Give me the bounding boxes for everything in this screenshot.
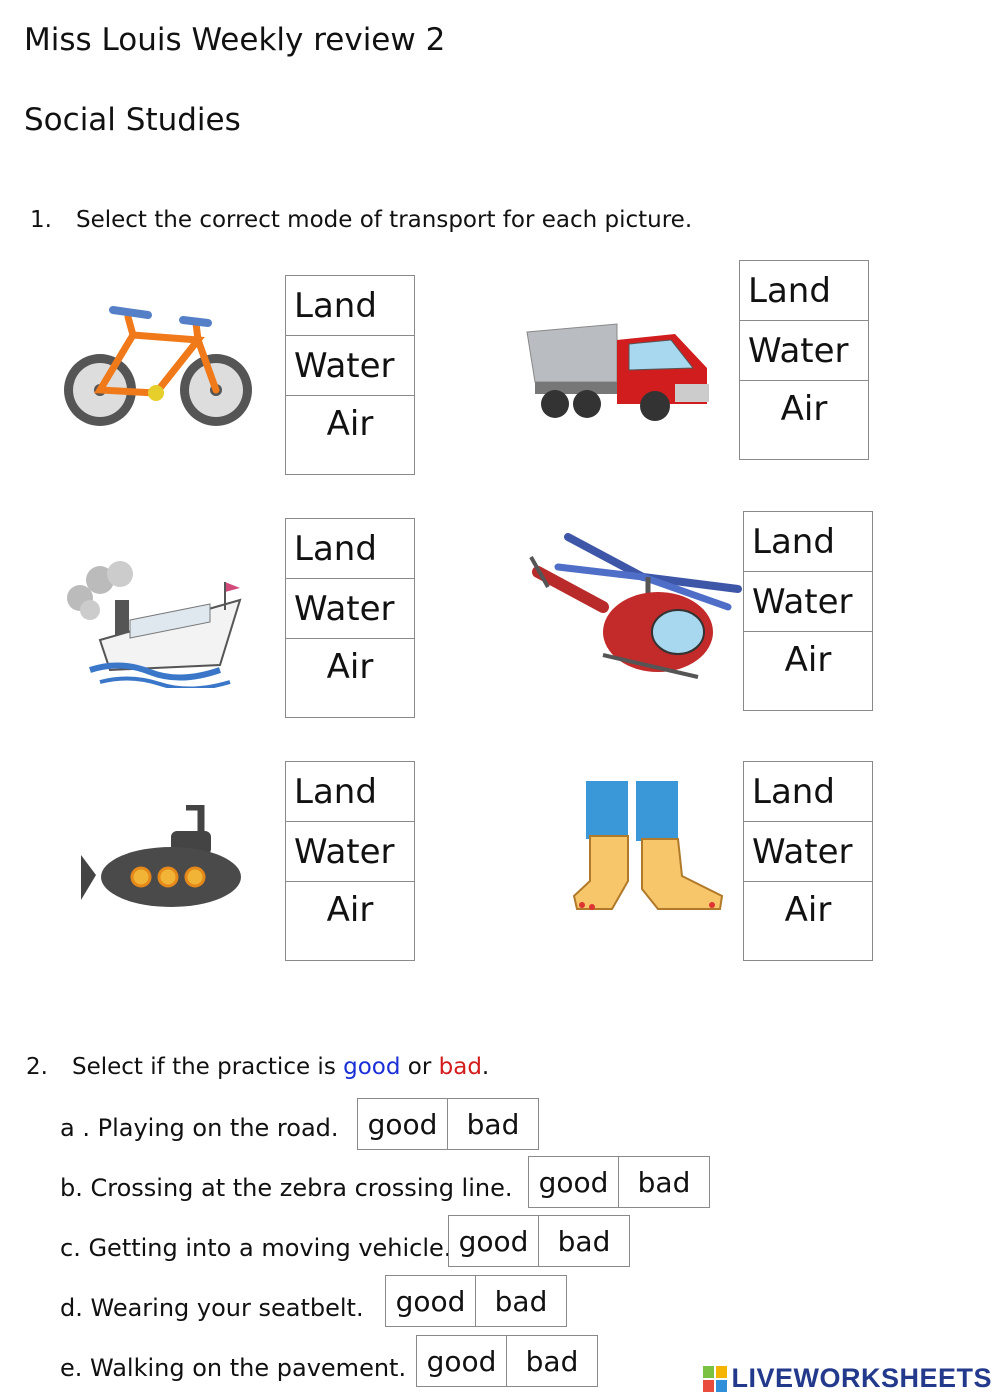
option-air[interactable]: Air — [784, 640, 832, 680]
option-land[interactable]: Land — [744, 762, 872, 822]
option-land[interactable]: Land — [744, 512, 872, 572]
or-word: or — [407, 1054, 432, 1080]
option-water[interactable]: Water — [744, 572, 872, 632]
option-air[interactable]: Air — [326, 647, 374, 687]
bicycle-picture — [58, 295, 258, 440]
question-1-number: 1. — [30, 207, 52, 233]
bad-option[interactable]: bad — [637, 1165, 691, 1199]
good-option[interactable]: good — [449, 1216, 539, 1266]
option-water[interactable]: Water — [286, 336, 414, 396]
option-land[interactable]: Land — [286, 276, 414, 336]
submarine-picture — [76, 805, 244, 909]
option-air[interactable]: Air — [784, 890, 832, 930]
answer-b — [528, 1156, 710, 1208]
bad-word: bad — [438, 1054, 482, 1080]
option-water[interactable]: Water — [286, 822, 414, 882]
option-water[interactable]: Water — [740, 321, 868, 381]
good-option[interactable]: good — [386, 1276, 476, 1326]
logo-blocks-icon — [703, 1366, 727, 1392]
choices-submarine — [285, 761, 415, 961]
option-land[interactable]: Land — [286, 519, 414, 579]
option-air[interactable]: Air — [780, 389, 828, 429]
question-2-period: . — [481, 1054, 490, 1080]
feet-picture — [572, 781, 727, 914]
good-word: good — [343, 1054, 401, 1080]
choices-ship — [285, 518, 415, 718]
answer-c — [448, 1215, 630, 1267]
question-1-prompt — [30, 207, 692, 233]
liveworksheets-logo — [703, 1363, 992, 1394]
bad-option[interactable]: bad — [466, 1107, 520, 1141]
choices-helicopter — [743, 511, 873, 711]
good-option[interactable]: good — [358, 1099, 448, 1149]
choices-feet — [743, 761, 873, 961]
good-option[interactable]: good — [529, 1157, 619, 1207]
statement-a: a . Playing on the road. — [60, 1114, 339, 1142]
answer-e — [416, 1335, 598, 1387]
question-1-text: Select the correct mode of transport for each picture. — [76, 207, 693, 233]
question-2-text: Select if the practice is — [72, 1054, 336, 1080]
option-water[interactable]: Water — [286, 579, 414, 639]
statement-e: e. Walking on the pavement. — [60, 1354, 407, 1382]
answer-d — [385, 1275, 567, 1327]
option-water[interactable]: Water — [744, 822, 872, 882]
choices-truck — [739, 260, 869, 460]
good-option[interactable]: good — [417, 1336, 507, 1386]
subject-heading: Social Studies — [24, 102, 241, 138]
statement-d: d. Wearing your seatbelt. — [60, 1294, 364, 1322]
answer-a — [357, 1098, 539, 1150]
bad-option[interactable]: bad — [557, 1224, 611, 1258]
bad-option[interactable]: bad — [525, 1344, 579, 1378]
question-2-prompt — [26, 1054, 489, 1080]
truck-picture — [525, 312, 715, 430]
choices-bicycle — [285, 275, 415, 475]
option-land[interactable]: Land — [286, 762, 414, 822]
helicopter-picture — [528, 527, 743, 687]
logo-text: LIVEWORKSHEETS — [731, 1363, 992, 1393]
option-land[interactable]: Land — [740, 261, 868, 321]
bad-option[interactable]: bad — [494, 1284, 548, 1318]
option-air[interactable]: Air — [326, 890, 374, 930]
worksheet-title: Miss Louis Weekly review 2 — [24, 22, 446, 58]
question-2-number: 2. — [26, 1054, 48, 1080]
statement-c: c. Getting into a moving vehicle. — [60, 1234, 452, 1262]
option-air[interactable]: Air — [326, 404, 374, 444]
statement-b: b. Crossing at the zebra crossing line. — [60, 1174, 513, 1202]
ship-picture — [60, 560, 250, 688]
